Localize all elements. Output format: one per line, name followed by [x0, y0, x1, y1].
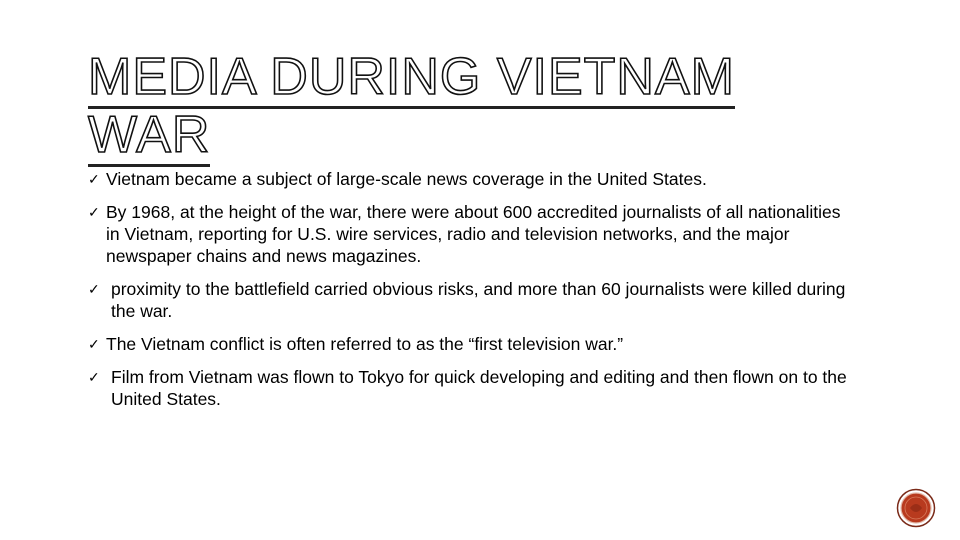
checkmark-icon: ✓ [88, 281, 100, 297]
bullet-text: The Vietnam conflict is often referred to as the “first television war.” [106, 334, 624, 354]
circular-emblem-icon [896, 488, 936, 528]
bullet-item [88, 333, 858, 355]
title-line-1: MEDIA DURING VIETNAM [88, 48, 768, 106]
slide-title [88, 48, 768, 164]
checkmark-icon: ✓ [88, 369, 100, 385]
checkmark-icon: ✓ [88, 204, 100, 220]
checkmark-icon: ✓ [88, 336, 100, 352]
checkmark-icon: ✓ [88, 171, 100, 187]
bullet-text: Vietnam became a subject of large-scale news coverage in the United States. [106, 169, 707, 189]
title-line-2: WAR [88, 106, 768, 164]
bullet-list [88, 168, 858, 421]
bullet-item [88, 168, 858, 190]
bullet-text: proximity to the battlefield carried obvious risks, and more than 60 journalists were killed during the war. [111, 279, 846, 321]
bullet-item [88, 201, 858, 267]
bullet-item [88, 278, 858, 322]
bullet-item [88, 366, 858, 410]
bullet-text: By 1968, at the height of the war, there were about 600 accredited journalists of all nationalities in Vietnam, reporting for U.S. wire services, radio and television networks, and the major newspaper chains and news magazines. [106, 202, 841, 266]
bullet-text: Film from Vietnam was flown to Tokyo for quick developing and editing and then flown on to the United States. [111, 367, 847, 409]
